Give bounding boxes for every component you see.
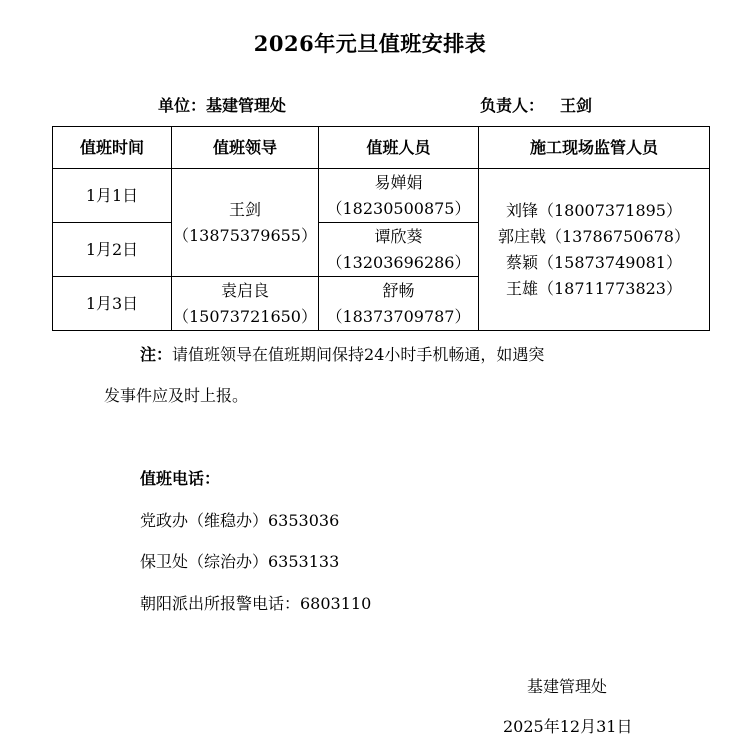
signature-date: 2025年12月31日 [503,717,633,736]
leader-name: 王剑 [228,199,261,219]
note-label: 注： [140,345,173,364]
leader-cell [172,277,319,331]
signature-unit: 基建管理处 [527,677,608,696]
date-cell: 1月2日 [53,223,172,277]
phone-item: 党政办（维稳办）6353036 [140,511,340,530]
staff-phone: （13203696286） [326,252,471,272]
responsible-label: 负责人： [480,96,545,115]
duty-schedule-table [52,126,710,331]
document-title: 2026年元旦值班安排表 [253,31,487,56]
unit-value: 基建管理处 [206,96,287,115]
header-site-supervisors: 施工现场监管人员 [479,127,710,169]
leader-cell [172,169,319,277]
table-header-row [53,127,710,169]
staff-cell [319,169,479,223]
date-cell: 1月1日 [53,169,172,223]
phone-item: 保卫处（综治办）6353133 [140,552,340,571]
supervisor-item: 郭庄戟（13786750678） [498,226,690,246]
date-cell: 1月3日 [53,277,172,331]
leader-phone: （13875379655） [173,225,317,245]
responsible-line [480,93,592,116]
leader-phone: （15073721650） [173,306,317,326]
note-text: 请值班领导在值班期间保持24小时手机畅通，如遇突 [172,345,545,364]
header-duty-staff: 值班人员 [319,127,479,169]
staff-cell [319,277,479,331]
note-line-1 [140,342,544,365]
responsible-value: 王剑 [560,96,593,115]
staff-phone: （18373709787） [326,306,471,326]
supervisor-item: 王雄（18711773823） [506,278,682,298]
header-duty-leader: 值班领导 [172,127,319,169]
supervisor-item: 刘锋（18007371895） [506,200,682,220]
staff-name: 易婵娟 [374,172,423,192]
staff-name: 舒畅 [382,280,415,300]
note-line-2: 发事件应及时上报。 [104,386,249,405]
staff-phone: （18230500875） [326,198,471,218]
unit-line [158,93,286,116]
table-row [53,169,710,223]
unit-label: 单位： [158,96,207,115]
staff-name: 谭欣葵 [374,226,423,246]
phone-item: 朝阳派出所报警电话：6803110 [140,594,372,613]
supervisor-item: 蔡颖（15873749081） [506,252,682,272]
header-duty-time: 值班时间 [53,127,172,169]
duty-phone-title: 值班电话： [140,469,221,488]
staff-cell [319,223,479,277]
supervisors-cell [479,169,710,331]
leader-name: 袁启良 [220,280,269,300]
